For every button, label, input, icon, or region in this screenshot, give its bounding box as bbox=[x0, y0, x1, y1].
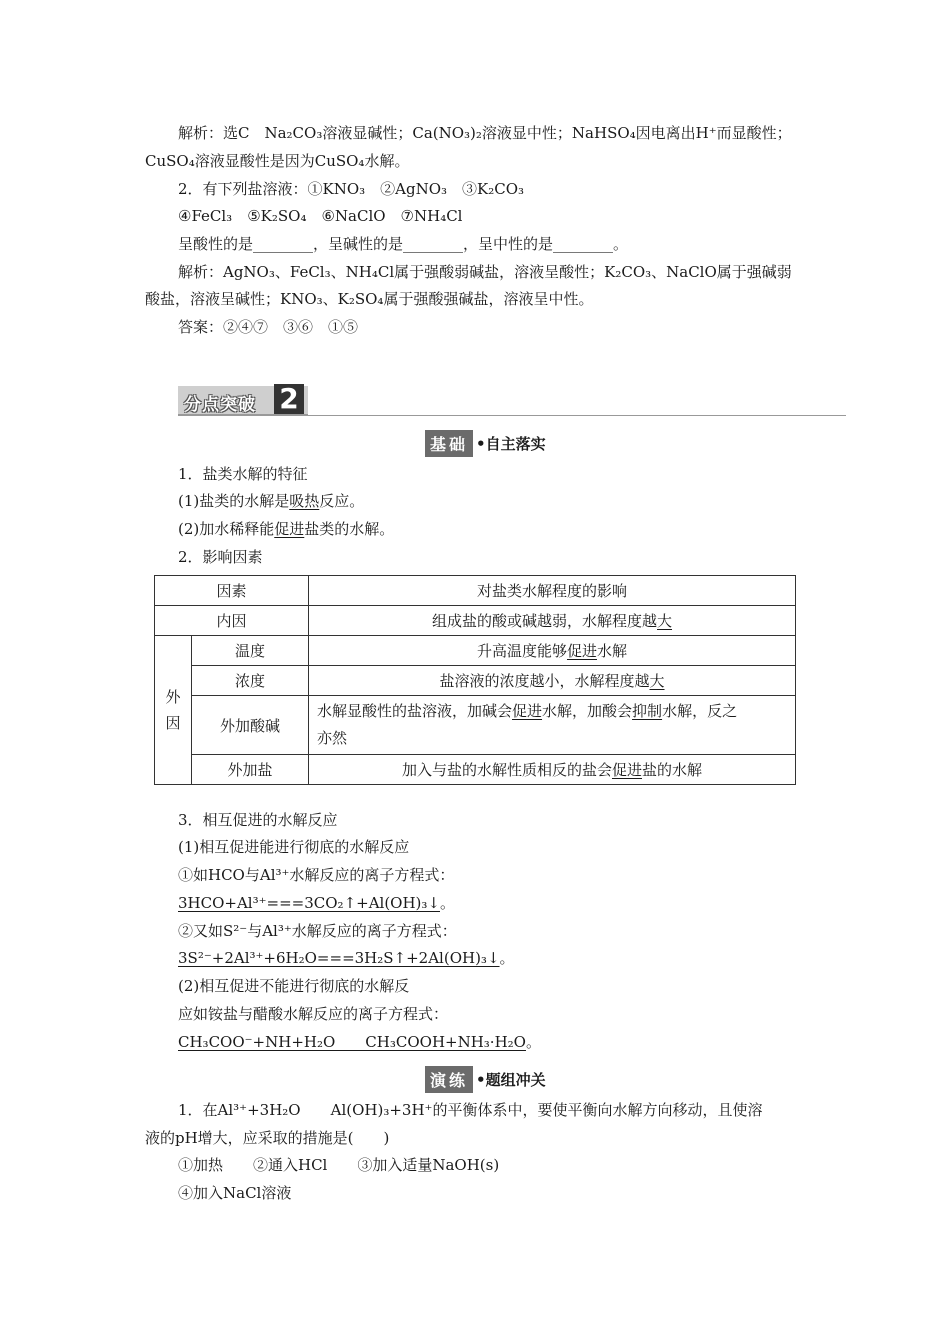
outer-factor-label-text: 外因 bbox=[165, 688, 181, 732]
mutual-equation-3 bbox=[178, 1032, 541, 1052]
practice-options-1: ①加热 ②通入HCl ③加入适量NaOH(s) bbox=[178, 1156, 500, 1174]
concentration-effect-text: 盐溶液的浓度越小，水解程度越 bbox=[439, 672, 650, 690]
temperature-label: 温度 bbox=[192, 636, 309, 666]
inner-factor-effect bbox=[309, 606, 796, 636]
table-row bbox=[155, 755, 796, 785]
basics-tag-box: 基础 bbox=[425, 430, 473, 457]
temperature-effect-text: 升高温度能够 bbox=[476, 642, 567, 660]
feature-1 bbox=[178, 491, 364, 511]
feature-1-answer: 吸热 bbox=[289, 492, 320, 510]
acid-base-effect-middle: 水解，加酸会 bbox=[542, 702, 633, 720]
heading-hydrolysis-features: 1．盐类水解的特征 bbox=[178, 465, 308, 483]
equation-3-text: CH₃COO⁻+NH+H₂O CH₃COOH+NH₃·H₂O bbox=[178, 1033, 526, 1051]
temperature-effect-answer: 促进 bbox=[566, 642, 597, 660]
factors-table bbox=[154, 575, 796, 785]
acid-base-effect-answer-1: 促进 bbox=[512, 702, 543, 720]
acid-base-effect-text: 水解显酸性的盐溶液，加碱会 bbox=[317, 702, 513, 720]
section-banner-number: 2 bbox=[274, 384, 304, 414]
acid-base-effect-end: 亦然 bbox=[317, 729, 348, 747]
feature-1-suffix: 反应。 bbox=[319, 492, 365, 510]
inner-effect-answer: 大 bbox=[657, 612, 673, 630]
acid-base-label: 外加酸碱 bbox=[192, 696, 309, 755]
heading-influencing-factors: 2．影响因素 bbox=[178, 548, 263, 566]
temperature-effect bbox=[309, 636, 796, 666]
equation-2-end: 。 bbox=[499, 949, 515, 967]
feature-2 bbox=[178, 519, 394, 539]
added-salt-effect-suffix: 盐的水解 bbox=[642, 761, 703, 779]
basics-tag bbox=[425, 430, 546, 456]
concentration-effect bbox=[309, 666, 796, 696]
table-header-effect: 对盐类水解程度的影响 bbox=[309, 576, 796, 606]
analysis-2-line-2: 酸盐，溶液呈碱性；KNO₃、K₂SO₄属于强酸强碱盐，溶液呈中性。 bbox=[145, 290, 594, 308]
answer-line: 答案：②④⑦ ③⑥ ①⑤ bbox=[178, 318, 359, 336]
question-2-line-3: 呈酸性的是________，呈碱性的是________，呈中性的是________。 bbox=[178, 235, 629, 253]
equation-1-text: 3HCO+Al³⁺===3CO₂↑+Al(OH)₃↓ bbox=[178, 894, 440, 912]
heading-mutual-hydrolysis: 3．相互促进的水解反应 bbox=[178, 811, 338, 829]
mutual-equation-2 bbox=[178, 948, 515, 968]
added-salt-effect bbox=[309, 755, 796, 785]
equation-2-text: 3S²⁻+2Al³⁺+6H₂O===3H₂S↑+2Al(OH)₃↓ bbox=[178, 949, 500, 967]
mutual-equation-1 bbox=[178, 893, 455, 913]
feature-1-prefix: (1)盐类的水解是 bbox=[178, 492, 290, 510]
added-salt-effect-answer: 促进 bbox=[611, 761, 642, 779]
table-row bbox=[155, 696, 796, 755]
mutual-subheading-2: (2)相互促进不能进行彻底的水解反 bbox=[178, 977, 410, 995]
practice-tag-box: 演练 bbox=[425, 1066, 473, 1093]
table-row bbox=[155, 666, 796, 696]
practice-q1-line-1: 1．在Al³⁺+3H₂O Al(OH)₃+3H⁺的平衡体系中，要使平衡向水解方向移动，且使溶 bbox=[178, 1101, 763, 1119]
practice-q1-line-2: 液的pH增大，应采取的措施是( ) bbox=[145, 1129, 390, 1147]
added-salt-label: 外加盐 bbox=[192, 755, 309, 785]
concentration-label: 浓度 bbox=[192, 666, 309, 696]
table-header-row bbox=[155, 576, 796, 606]
section-banner bbox=[178, 382, 308, 415]
mutual-subheading-1: (1)相互促进能进行彻底的水解反应 bbox=[178, 838, 410, 856]
analysis-2-line-1: 解析：AgNO₃、FeCl₃、NH₄Cl属于强酸弱碱盐，溶液呈酸性；K₂CO₃、NaClO属于强碱弱 bbox=[178, 263, 792, 281]
question-2-line-2: ④FeCl₃ ⑤K₂SO₄ ⑥NaClO ⑦NH₄Cl bbox=[178, 207, 463, 225]
feature-2-suffix: 盐类的水解。 bbox=[304, 520, 395, 538]
temperature-effect-suffix: 水解 bbox=[597, 642, 628, 660]
basics-tag-rest: •自主落实 bbox=[476, 434, 546, 453]
mutual-example-1: ①如HCO与Al³⁺水解反应的离子方程式： bbox=[178, 866, 455, 884]
acid-base-effect-tail: 水解，反之 bbox=[662, 702, 738, 720]
question-2-line-1: 2．有下列盐溶液：①KNO₃ ②AgNO₃ ③K₂CO₃ bbox=[178, 180, 525, 198]
feature-2-answer: 促进 bbox=[274, 520, 305, 538]
feature-2-prefix: (2)加水稀释能 bbox=[178, 520, 275, 538]
inner-factor-label: 内因 bbox=[155, 606, 309, 636]
acid-base-effect-answer-2: 抑制 bbox=[632, 702, 663, 720]
mutual-example-2: ②又如S²⁻与Al³⁺水解反应的离子方程式： bbox=[178, 922, 457, 940]
outer-factor-label bbox=[155, 636, 192, 785]
table-header-factor: 因素 bbox=[155, 576, 309, 606]
analysis-1-line-2: CuSO₄溶液显酸性是因为CuSO₄水解。 bbox=[145, 152, 410, 170]
table-row bbox=[155, 636, 796, 666]
section-divider bbox=[178, 415, 846, 416]
section-banner-text: 分点突破 bbox=[184, 395, 256, 415]
mutual-subheading-2-cont: 应如铵盐与醋酸水解反应的离子方程式： bbox=[178, 1005, 449, 1023]
practice-tag bbox=[425, 1066, 546, 1092]
added-salt-effect-text: 加入与盐的水解性质相反的盐会 bbox=[401, 761, 612, 779]
equation-3-end: 。 bbox=[525, 1033, 541, 1051]
equation-1-end: 。 bbox=[440, 894, 456, 912]
inner-effect-text: 组成盐的酸或碱越弱，水解程度越 bbox=[431, 612, 657, 630]
practice-options-2: ④加入NaCl溶液 bbox=[178, 1184, 292, 1202]
acid-base-effect bbox=[309, 696, 796, 755]
concentration-effect-answer: 大 bbox=[649, 672, 665, 690]
practice-tag-rest: •题组冲关 bbox=[476, 1070, 546, 1089]
table-row bbox=[155, 606, 796, 636]
analysis-1-line-1: 解析：选C Na₂CO₃溶液显碱性；Ca(NO₃)₂溶液显中性；NaHSO₄因电离出H⁺而显酸性； bbox=[178, 124, 792, 142]
